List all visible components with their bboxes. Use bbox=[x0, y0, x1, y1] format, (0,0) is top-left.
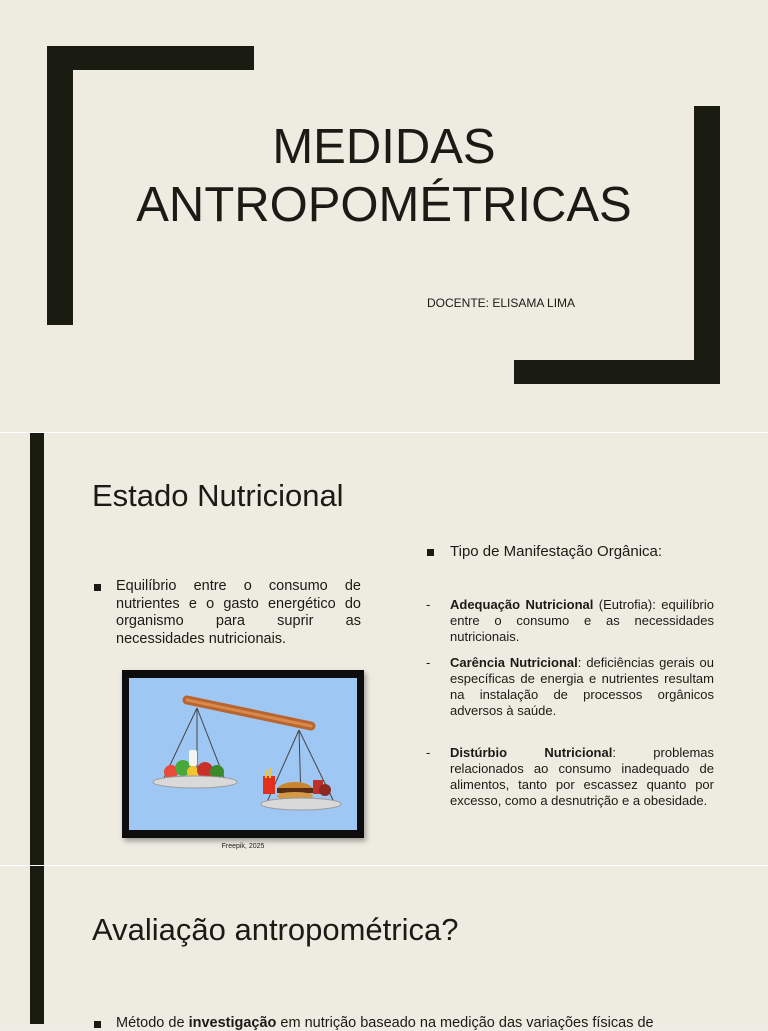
section-heading-estado: Estado Nutricional bbox=[92, 478, 344, 513]
frame-bar-top-left-vertical bbox=[47, 46, 73, 325]
docente-label: DOCENTE: ELISAMA LIMA bbox=[427, 296, 576, 310]
bullet-text-start: Método de bbox=[116, 1015, 189, 1031]
scale-food-illustration bbox=[129, 678, 357, 830]
bullet-text-end: em nutrição baseado na medição das variações físicas de bbox=[276, 1015, 654, 1031]
frame-bar-top-left-horizontal bbox=[47, 46, 254, 70]
slide-title bbox=[0, 0, 768, 432]
page-title bbox=[90, 118, 678, 234]
dash-marker: - bbox=[426, 745, 431, 760]
left-bullet-text: Equilíbrio entre o consumo de nutrientes e o gasto energético do organismo para suprir as necessidades nutricionais. bbox=[116, 578, 361, 647]
term-carencia: Carência Nutricional bbox=[450, 655, 578, 670]
term-adequacao: Adequação Nutricional bbox=[450, 597, 594, 612]
avaliacao-bullet-text bbox=[116, 1015, 716, 1031]
image-background bbox=[129, 678, 357, 830]
desc-disturbio: : problemas relacionados ao consumo inadequado de alimentos, tanto por escassez quanto por excesso, como a desnutrição e a obesidade. bbox=[450, 745, 715, 808]
left-accent-bar bbox=[30, 866, 44, 1024]
list-item-adequacao bbox=[450, 597, 714, 645]
list-item-carencia bbox=[450, 655, 714, 719]
bullet-square-icon bbox=[94, 584, 101, 591]
desc-carencia: : deficiências gerais ou específicas de energia e nutrientes resultam na instalação de processos orgânicos adversos à saúde. bbox=[450, 655, 714, 718]
bullet-text-bold: investigação bbox=[188, 1015, 277, 1031]
desc-adequacao: (Eutrofia): equilíbrio entre o consumo e as necessidades nutricionais. bbox=[450, 597, 714, 644]
frame-bar-bottom-right-vertical bbox=[694, 106, 720, 384]
dash-marker: - bbox=[426, 655, 431, 670]
title-line-1: MEDIDAS bbox=[272, 120, 496, 174]
image-caption: Freepik, 2025 bbox=[221, 843, 265, 850]
frame-bar-bottom-right-horizontal bbox=[514, 360, 720, 384]
bullet-square-icon bbox=[94, 1021, 101, 1028]
left-accent-bar bbox=[30, 433, 44, 865]
section-heading-avaliacao: Avaliação antropométrica? bbox=[92, 912, 459, 947]
bullet-square-icon bbox=[427, 549, 434, 556]
dash-marker: - bbox=[426, 597, 431, 612]
right-bullet-heading: Tipo de Manifestação Orgânica: bbox=[450, 543, 663, 560]
title-line-2: ANTROPOMÉTRICAS bbox=[136, 178, 632, 232]
list-item-disturbio bbox=[450, 745, 714, 809]
balance-scale-image bbox=[122, 670, 364, 838]
term-disturbio: Distúrbio Nutricional bbox=[450, 745, 613, 760]
